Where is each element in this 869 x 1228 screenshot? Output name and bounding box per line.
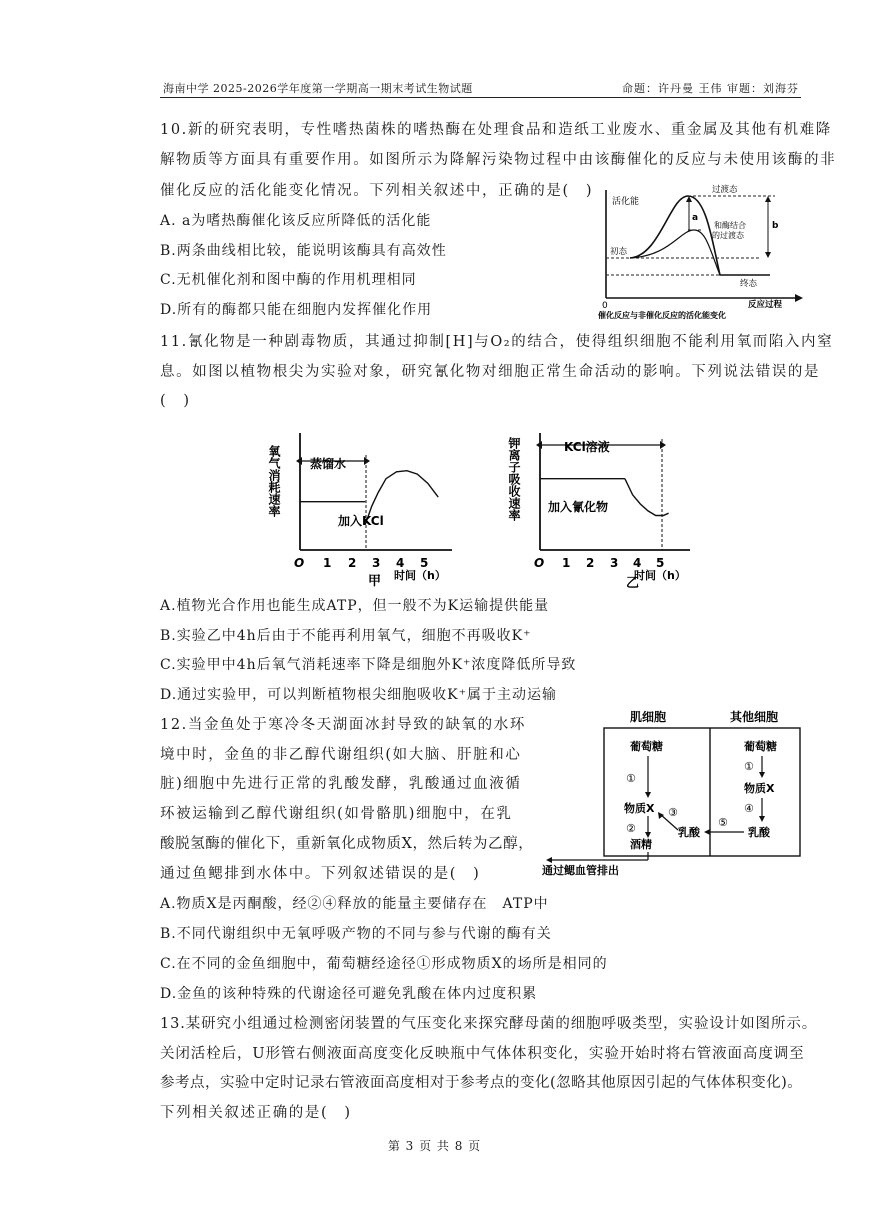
q10-option-d: D.所有的酶都只能在细胞内发挥催化作用 <box>160 302 433 318</box>
yi-tick-5: 5 <box>656 556 665 570</box>
yi-y-label: 钾离子吸收速率 <box>507 437 521 521</box>
q12-option-c: C.在不同的金鱼细胞中，葡萄糖经途径①形成物质X的场所是相同的 <box>160 956 608 972</box>
q12-stem-line-3: 脏)细胞中先进行正常的乳酸发酵，乳酸通过血液循 <box>160 776 522 792</box>
jia-annotation: 加入KCl <box>338 514 384 528</box>
q12-glucose-left: 葡萄糖 <box>630 740 663 753</box>
q12-step1-right: ① <box>744 760 754 773</box>
q13-stem-line-3: 参考点，实验中定时记录右管液面高度相对于参考点的变化(忽略其他原因引起的气体体积变化)。 <box>160 1075 803 1091</box>
q10-label-a: a <box>692 213 699 223</box>
q11-option-c: C.实验甲中4h后氧气消耗速率下降是细胞外K⁺浓度降低所导致 <box>160 657 577 673</box>
yi-tick-3: 3 <box>610 556 619 570</box>
q12-stem-line-1: 12.当金鱼处于寒冷冬天湖面冰封导致的缺氧的水环 <box>160 717 526 733</box>
q12-stem-line-2: 境中时，金鱼的非乙醇代谢组织(如大脑、肝脏和心 <box>160 747 522 763</box>
q10-transition-label: 过渡态 <box>712 185 738 195</box>
q10-x-arrow <box>795 294 803 302</box>
q12-option-a: A.物质X是丙酮酸，经②④释放的能量主要储存在 ATP中 <box>160 896 549 912</box>
q11-option-d: D.通过实验甲，可以判断植物根尖细胞吸收K⁺属于主动运输 <box>160 687 558 703</box>
q12-stem-line-5: 酸脱氢酶的催化下，重新氧化成物质X，然后转为乙醇， <box>160 836 534 852</box>
q12-arrow-1-right-head <box>759 772 765 778</box>
q12-excrete-label: 通过鳃血管排出 <box>542 864 619 877</box>
q10-activation-energy-figure <box>590 180 810 320</box>
yi-bracket-arrow-right <box>660 441 666 449</box>
q11-stem-line-3: ( ) <box>160 393 191 409</box>
q10-stem-line-1: 10.新的研究表明，专性嗜热菌株的嗜热酶在处理食品和造纸工业废水、重金属及其他有机难降 <box>160 122 832 138</box>
q10-arrow-b-head-bottom <box>765 252 771 258</box>
q10-stem-line-2: 解物质等方面具有重要作用。如图所示为降解污染物过程中由该酶催化的反应与未使用该酶的非 <box>160 152 837 168</box>
yi-bracket-label: KCl溶液 <box>564 440 610 454</box>
q12-pathway-figure <box>538 708 808 880</box>
q10-y-label: 活化能 <box>612 197 640 207</box>
header-divider <box>160 97 801 98</box>
yi-x-label: 时间（h） <box>634 569 686 582</box>
q12-stem-line-4: 环被运输到乙醇代谢组织(如骨骼肌)细胞中，在乳 <box>160 806 513 822</box>
q12-step2: ② <box>626 822 636 835</box>
q10-stem-line-3: 催化反应的活化能变化情况。下列相关叙述中，正确的是( ) <box>160 183 594 199</box>
yi-tick-0: O <box>534 556 545 570</box>
q11-stem-line-2: 息。如图以植物根尖为实验对象，研究氰化物对细胞正常生命活动的影响。下列说法错误的是 <box>160 364 821 380</box>
q10-enzyme-transition-label-1: 和酶结合 <box>714 221 746 230</box>
q11-option-a: A.植物光合作用也能生成ATP，但一般不为K运输提供能量 <box>160 598 550 614</box>
q11-stem-line-1: 11.氰化物是一种剧毒物质，其通过抑制[H]与O₂的结合，使得组织细胞不能利用氧而陷入内窒 <box>160 334 834 350</box>
header-title: 海南中学 2025-2026学年度第一学期高一期末考试生物试题 <box>163 82 473 95</box>
yi-tick-4: 4 <box>633 556 642 570</box>
jia-tick-2: 2 <box>348 556 357 570</box>
q12-step4: ④ <box>744 802 754 815</box>
jia-tick-1: 1 <box>323 556 332 570</box>
q12-step3: ③ <box>668 806 678 819</box>
jia-x-label: 时间（h） <box>394 569 446 582</box>
q13-stem-line-2: 关闭活栓后，U形管右侧液面高度变化反映瓶中气体体积变化，实验开始时将右管液面高度调至 <box>160 1046 805 1062</box>
q12-lactate-right: 乳酸 <box>748 826 770 839</box>
q12-option-d: D.金鱼的该种特殊的代谢途径可避免乳酸在体内过度积累 <box>160 986 538 1002</box>
q10-origin: 0 <box>602 301 608 311</box>
jia-bracket-label: 蒸馏水 <box>310 457 347 471</box>
header-authors: 命题：许丹曼 王伟 审题：刘海芬 <box>622 82 799 95</box>
jia-y-label: 氧气消耗速率 <box>267 445 281 517</box>
q10-option-b: B.两条曲线相比较，能说明该酶具有高效性 <box>160 243 447 259</box>
q12-glucose-right: 葡萄糖 <box>744 740 777 753</box>
jia-tick-4: 4 <box>396 556 405 570</box>
jia-tick-3: 3 <box>372 556 381 570</box>
q10-enzyme-transition-label-2: 的过渡态 <box>712 231 744 240</box>
yi-tick-2: 2 <box>586 556 595 570</box>
yi-annotation: 加入氰化物 <box>548 500 609 514</box>
q11-charts <box>267 425 720 591</box>
q10-final-label: 终态 <box>740 279 758 289</box>
q10-option-c: C.无机催化剂和图中酶的作用机理相同 <box>160 272 417 288</box>
q12-arrow-5-head <box>704 829 710 835</box>
jia-tick-0: O <box>294 556 305 570</box>
yi-bracket-arrow-left <box>536 441 542 449</box>
jia-bracket-arrow-left <box>296 457 302 465</box>
q12-arrow-1-left-head <box>645 792 651 798</box>
q10-figure-caption: 催化反应与非催化反应的活化能变化 <box>598 311 726 320</box>
q12-substance-right: 物质X <box>744 782 775 795</box>
q10-option-a: A. a为嗜热酶催化该反应所降低的活化能 <box>160 213 432 229</box>
q13-stem-line-1: 13.某研究小组通过检测密闭装置的气压变化来探究酵母菌的细胞呼吸类型，实验设计如图所示。 <box>160 1016 818 1032</box>
q12-lactate-left: 乳酸 <box>678 826 700 839</box>
chart-jia <box>267 433 452 589</box>
q11-option-b: B.实验乙中4h后由于不能再利用氧气，细胞不再吸收K⁺ <box>160 628 532 644</box>
yi-tick-1: 1 <box>562 556 571 570</box>
q12-muscle-cell-label: 肌细胞 <box>630 710 667 724</box>
q10-arrow-b-head-top <box>765 196 771 202</box>
q13-stem-line-4: 下列相关叙述正确的是( ) <box>160 1105 352 1121</box>
chart-yi <box>507 433 690 591</box>
jia-tick-5: 5 <box>420 556 429 570</box>
q10-label-b: b <box>772 221 779 231</box>
q10-x-label: 反应过程 <box>748 300 783 310</box>
page-number: 第 3 页 共 8 页 <box>387 1139 482 1153</box>
q12-ethanol: 酒精 <box>630 838 652 851</box>
q12-step5: ⑤ <box>718 816 728 829</box>
q12-stem-line-6: 通过鱼鳃排到水体中。下列叙述错误的是( ) <box>160 866 481 882</box>
q12-step1-left: ① <box>626 772 636 785</box>
q12-arrow-3-head <box>658 812 664 819</box>
jia-title: 甲 <box>368 574 382 589</box>
q12-excrete-arrow-head <box>546 857 552 863</box>
q10-initial-label: 初态 <box>610 247 628 257</box>
q12-arrow-4-head <box>759 816 765 822</box>
q12-other-cell-label: 其他细胞 <box>730 710 779 724</box>
yi-title: 乙 <box>626 576 640 591</box>
q10-uncatalyzed-curve <box>630 196 770 275</box>
q12-option-b: B.不同代谢组织中无氧呼吸产物的不同与参与代谢的酶有关 <box>160 926 552 942</box>
q12-substance-left: 物质X <box>624 802 655 815</box>
jia-bracket-arrow-right <box>364 457 370 465</box>
